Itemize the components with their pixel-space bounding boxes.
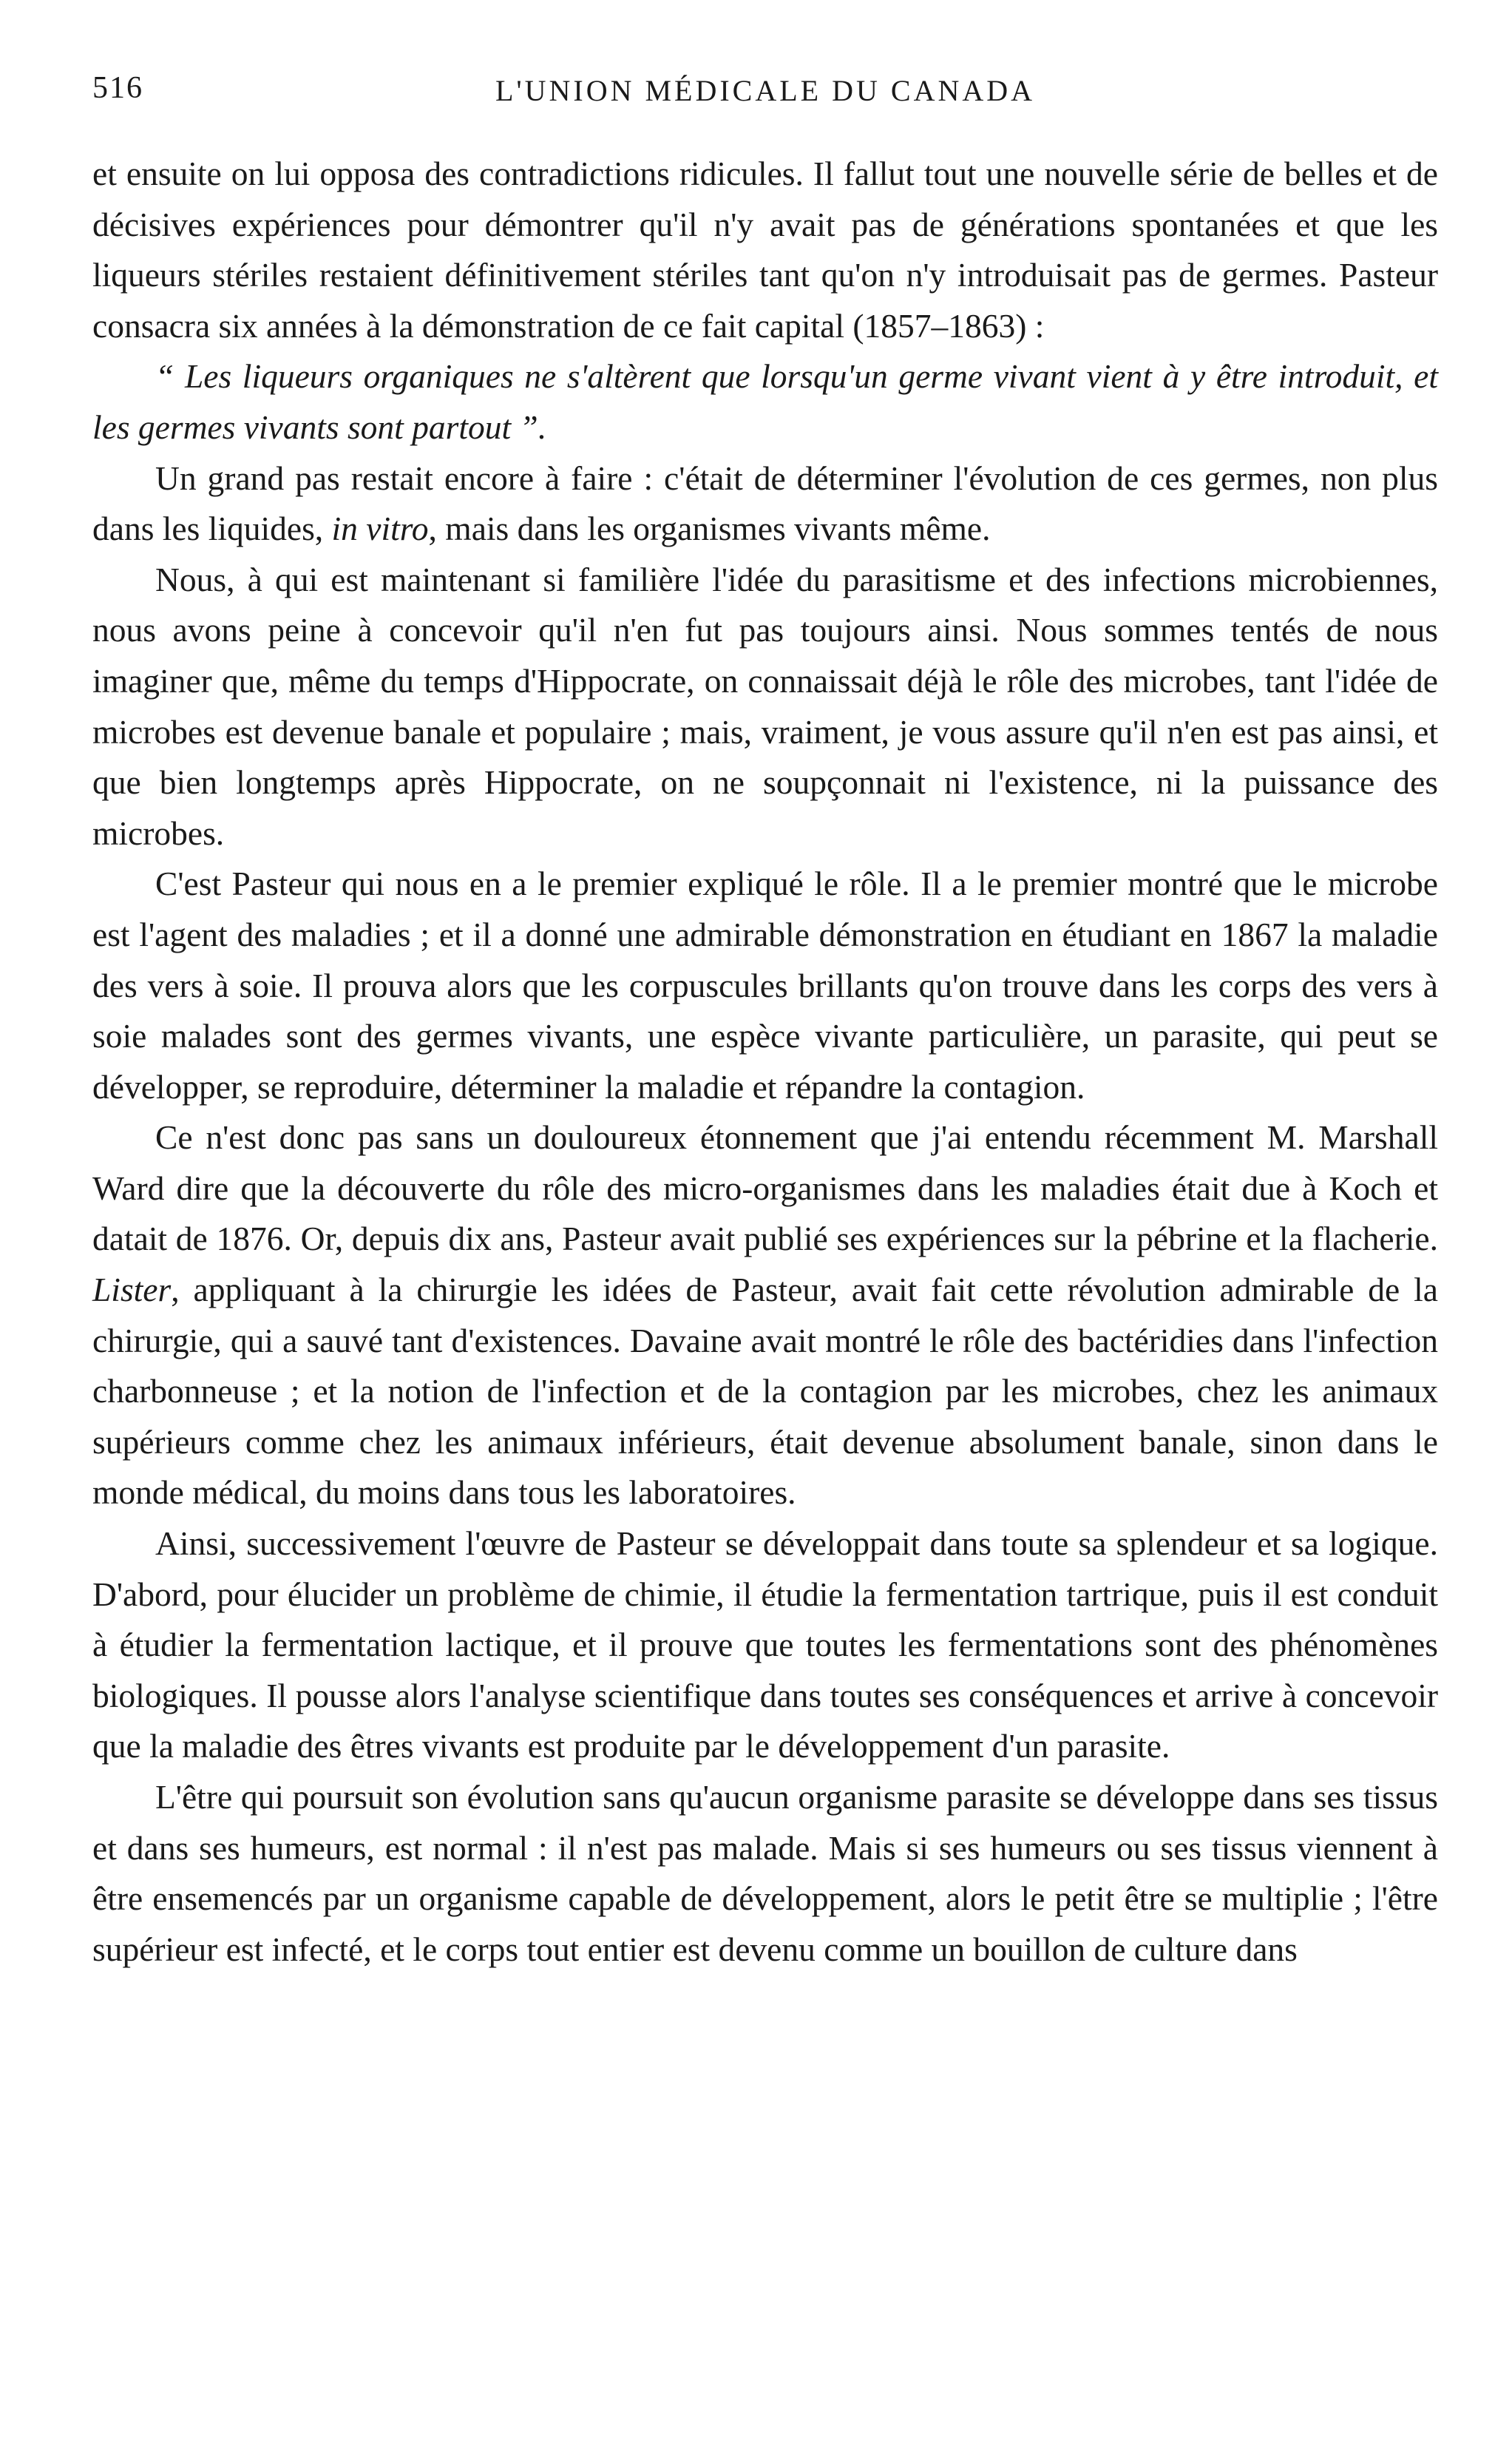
- paragraph-text: Un grand pas restait encore à faire : c'était de déterminer l'évolution de ces germes, non plus dans les liquides,: [92, 459, 1438, 548]
- paragraph-text: Ce n'est donc pas sans un douloureux étonnement que j'ai entendu récemment M. Marshall Ward dire que la découverte du rôle des micro-organismes dans les maladies était due à Koch et datait de 1876. Or, depuis dix ans, Pasteur avait publié ses expériences sur la pébrine et la flacherie.: [92, 1118, 1438, 1258]
- page-header: [92, 70, 1438, 122]
- paragraph: Nous, à qui est maintenant si familière l'idée du parasitisme et des infections microbiennes, nous avons peine à concevoir qu'il n'en fut pas toujours ainsi. Nous sommes tentés de nous imaginer que, même du temps d'Hippocrate, on connaissait déjà le rôle des microbes, tant l'idée de microbes est devenue banale et populaire ; mais, vraiment, je vous assure qu'il n'en est pas ainsi, et que bien longtemps après Hippocrate, on ne soupçonnait ni l'existence, ni la puissance des microbes.: [92, 560, 1438, 852]
- pasteur-quote: “ Les liqueurs organiques ne s'altèrent que lorsqu'un germe vivant vient à y être introduit, et les germes vivants sont partout ”.: [92, 357, 1438, 446]
- paragraph-text: , mais dans les organismes vivants même.: [428, 510, 991, 548]
- paragraph: [92, 1112, 1438, 1518]
- page: [92, 70, 1438, 1975]
- page-number: 516: [92, 71, 143, 105]
- paragraph: L'être qui poursuit son évolution sans qu'aucun organisme parasite se développe dans ses tissus et dans ses humeurs, est normal : il n'est pas malade. Mais si ses humeurs ou ses tissus viennent à être ensemencés par un organisme capable de développement, alors le petit être se multiplie ; l'être supérieur est infecté, et le corps tout entier est devenu comme un bouillon de culture dans: [92, 1778, 1438, 1968]
- latin-term: in vitro: [331, 510, 429, 548]
- running-title: L'UNION MÉDICALE DU CANADA: [495, 74, 1036, 107]
- paragraph: [92, 453, 1438, 555]
- paragraph: Ainsi, successivement l'œuvre de Pasteur se développait dans toute sa splendeur et sa logique. D'abord, pour élucider un problème de chimie, il étudie la fermentation tartrique, puis il est conduit à étudier la fermentation lactique, et il prouve que toutes les fermentations sont des phénomènes biologiques. Il pousse alors l'analyse scientifique dans toutes ses conséquences et arrive à concevoir que la maladie des êtres vivants est produite par le développement d'un parasite.: [92, 1524, 1438, 1765]
- paragraph: C'est Pasteur qui nous en a le premier expliqué le rôle. Il a le premier montré que le microbe est l'agent des maladies ; et il a donné une admirable démonstration en étudiant en 1867 la maladie des vers à soie. Il prouva alors que les corpuscules brillants qu'on trouve dans les corps des vers à soie malades sont des germes vivants, une espèce vivante particulière, un parasite, qui peut se développer, se reproduire, déterminer la maladie et répandre la contagion.: [92, 865, 1438, 1106]
- paragraph-text: , appliquant à la chirurgie les idées de Pasteur, avait fait cette révolution admirable de la chirurgie, qui a sauvé tant d'existences. Davaine avait montré le rôle des bactéridies dans l'infection charbonneuse ; et la notion de l'infection et de la contagion par les microbes, chez les animaux supérieurs comme chez les animaux inférieurs, était devenue absolument banale, sinon dans le monde médical, du moins dans tous les laboratoires.: [92, 1271, 1438, 1512]
- body-text: [92, 149, 1438, 1975]
- paragraph-continued: et ensuite on lui opposa des contradictions ridicules. Il fallut tout une nouvelle série de belles et de décisives expériences pour démontrer qu'il n'y avait pas de générations spontanées et que les liqueurs stériles restaient définitivement stériles tant qu'on n'y introduisait pas de germes. Pasteur consacra six années à la démonstration de ce fait capital (1857–1863) :: [92, 155, 1438, 345]
- person-name: Lister: [92, 1271, 172, 1309]
